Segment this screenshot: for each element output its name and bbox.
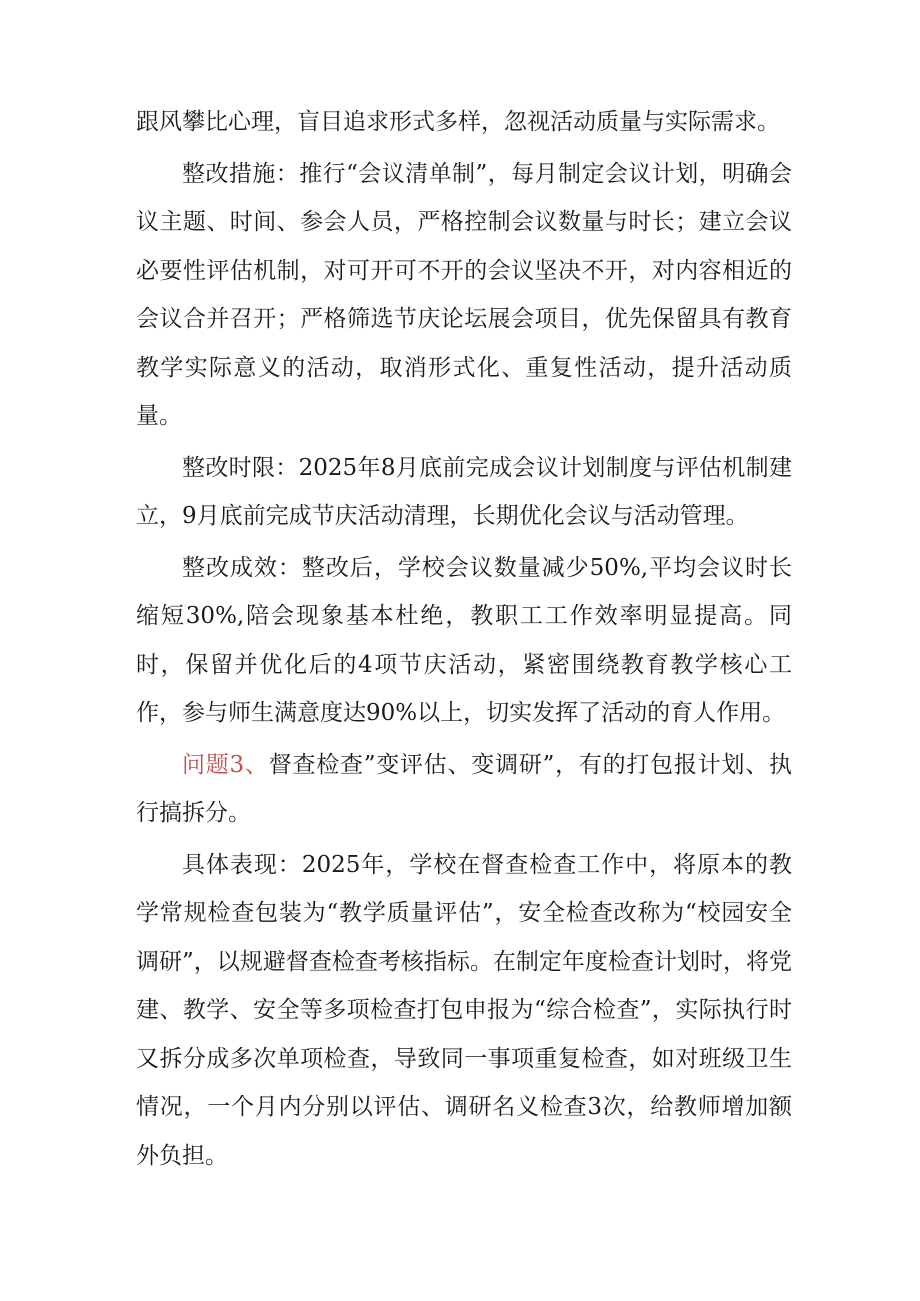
paragraph-rectification-measures xyxy=(136,150,792,441)
paragraph-text: 跟风攀比心理，盲目追求形式多样，忽视活动质量与实际需求。 xyxy=(136,109,780,135)
document-body xyxy=(136,98,792,1183)
paragraph-continuation xyxy=(136,98,792,147)
paragraph-text: 整改措施：推行“会议清单制”，每月制定会议计划，明确会议主题、时间、参会人员，严格控制会议数量与时长；建立会议必要性评估机制，对可开可不开的会议坚决不开，对内容相近的会议合并召开；严格筛选节庆论坛展会项目，优先保留具有教育教学实际意义的活动，取消形式化、重复性活动，提升活动质量。 xyxy=(136,160,792,429)
paragraph-text: 整改时限：2025年8月底前完成会议计划制度与评估机制建立，9月底前完成节庆活动清理，长期优化会议与活动管理。 xyxy=(136,454,792,529)
paragraph-text: 具体表现：2025年，学校在督查检查工作中，将原本的教学常规检查包装为“教学质量评估”，安全检查改称为“校园安全调研”，以规避督查检查考核指标。在制定年度检查计划时，将党建、教学、安全等多项检查打包申报为“综合检查”，实际执行时又拆分成多次单项检查，导致同一事项重复检查，如对班级卫生情况，一个月内分别以评估、调研名义检查3次，给教师增加额外负担。 xyxy=(136,851,792,1169)
paragraph-text: 督查检查”变评估、变调研”，有的打包报计划、执行搞拆分。 xyxy=(136,751,792,826)
paragraph-text: 整改成效：整改后，学校会议数量减少50%,平均会议时长缩短30%,陪会现象基本杜绝，教职工工作效率明显提高。同时，保留并优化后的4项节庆活动，紧密围绕教育教学核心工作，参与师生满意度达90%以上，切实发挥了活动的育人作用。 xyxy=(136,554,792,726)
paragraph-specific-manifestation xyxy=(136,841,792,1181)
paragraph-problem-3 xyxy=(136,741,792,838)
paragraph-rectification-deadline xyxy=(136,444,792,541)
paragraph-rectification-results xyxy=(136,544,792,738)
problem-label: 问题3、 xyxy=(182,751,269,778)
